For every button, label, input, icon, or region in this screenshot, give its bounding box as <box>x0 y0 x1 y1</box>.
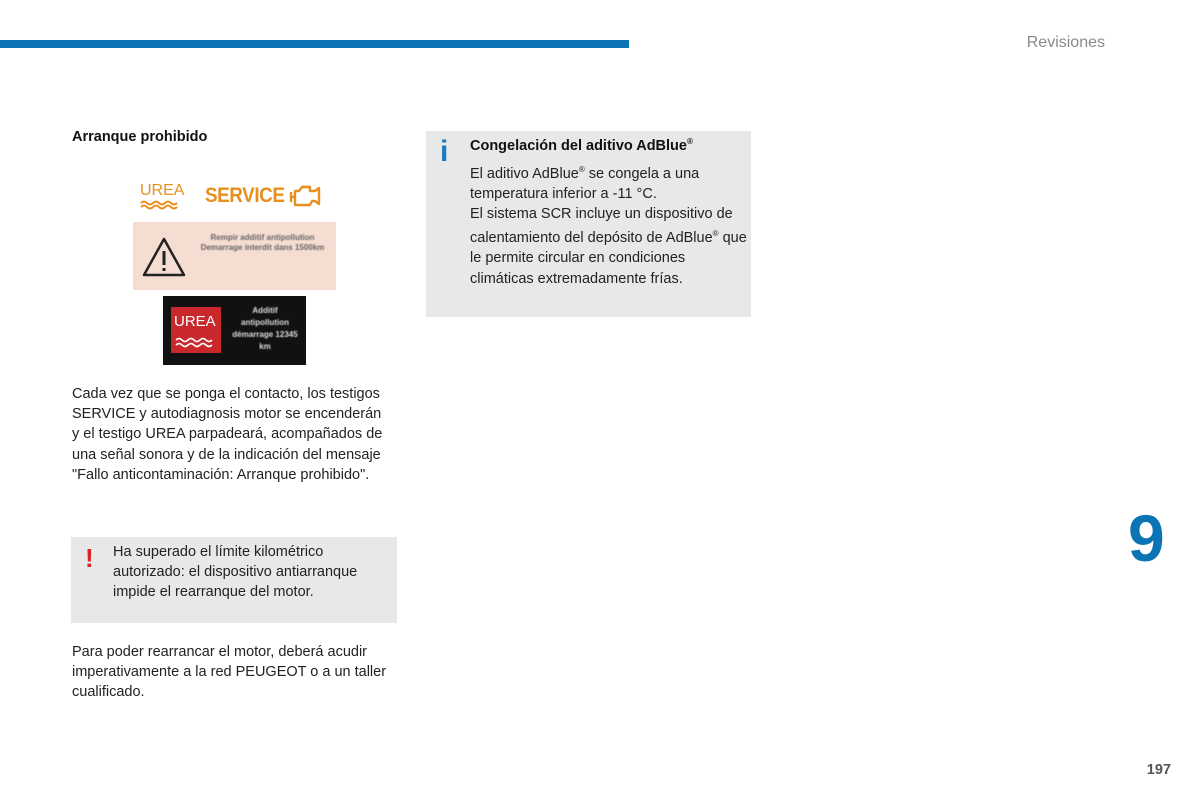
info-icon: i <box>440 135 449 168</box>
section-title: Revisiones <box>1026 34 1105 51</box>
warning-lamps-row <box>137 180 337 214</box>
urea-red-label: UREA <box>174 313 216 330</box>
urea-waves-icon <box>140 182 185 210</box>
urea-red-waves-icon <box>175 336 217 350</box>
info-text: El aditivo AdBlue® se congela a una temperatura inferior a -11 °C. El sistema SCR incluye un dispositivo de calentamiento del depósito de AdBlue® que le permite circular en condiciones climáticas extremadamente frías. <box>470 165 747 287</box>
engine-check-icon <box>287 182 329 212</box>
chapter-number: 9 <box>1128 501 1165 575</box>
instrument-display <box>163 296 306 365</box>
service-warning-icon: SERVICE <box>205 184 285 207</box>
info-box <box>426 131 751 317</box>
warning-message-display <box>133 222 336 290</box>
body-paragraph-2: Para poder rearrancar el motor, deberá acudir imperativamente a la red PEUGEOT o a un taller cualificado. <box>72 644 387 701</box>
urea-red-icon <box>171 307 221 353</box>
section-heading: Arranque prohibido <box>72 129 208 145</box>
warning-triangle-icon <box>141 235 187 279</box>
warning-message-text: Rempir additif antipollution Demarrage interdit dans 1500km <box>200 233 325 252</box>
alert-box <box>71 537 397 623</box>
page-number: 197 <box>1146 762 1171 778</box>
header-accent-bar <box>0 40 629 48</box>
alert-text: Ha superado el límite kilométrico autorizado: el dispositivo antiarranque impide el rearranque del motor. <box>113 544 358 601</box>
info-title: Congelación del aditivo AdBlue® <box>470 137 693 154</box>
body-paragraph: Cada vez que se ponga el contacto, los testigos SERVICE y autodiagnosis motor se encenderán y el testigo UREA parpadeará, acompañados de una señal sonora y de la indicación del mensaje "Fallo anticontaminación: Arranque prohibido". <box>72 386 383 483</box>
instrument-display-text: Additif antipollution démarrage 12345 km <box>232 306 298 351</box>
urea-icon-label: UREA <box>140 182 185 199</box>
exclamation-icon: ! <box>85 543 94 573</box>
urea-warning-icon <box>140 182 185 210</box>
